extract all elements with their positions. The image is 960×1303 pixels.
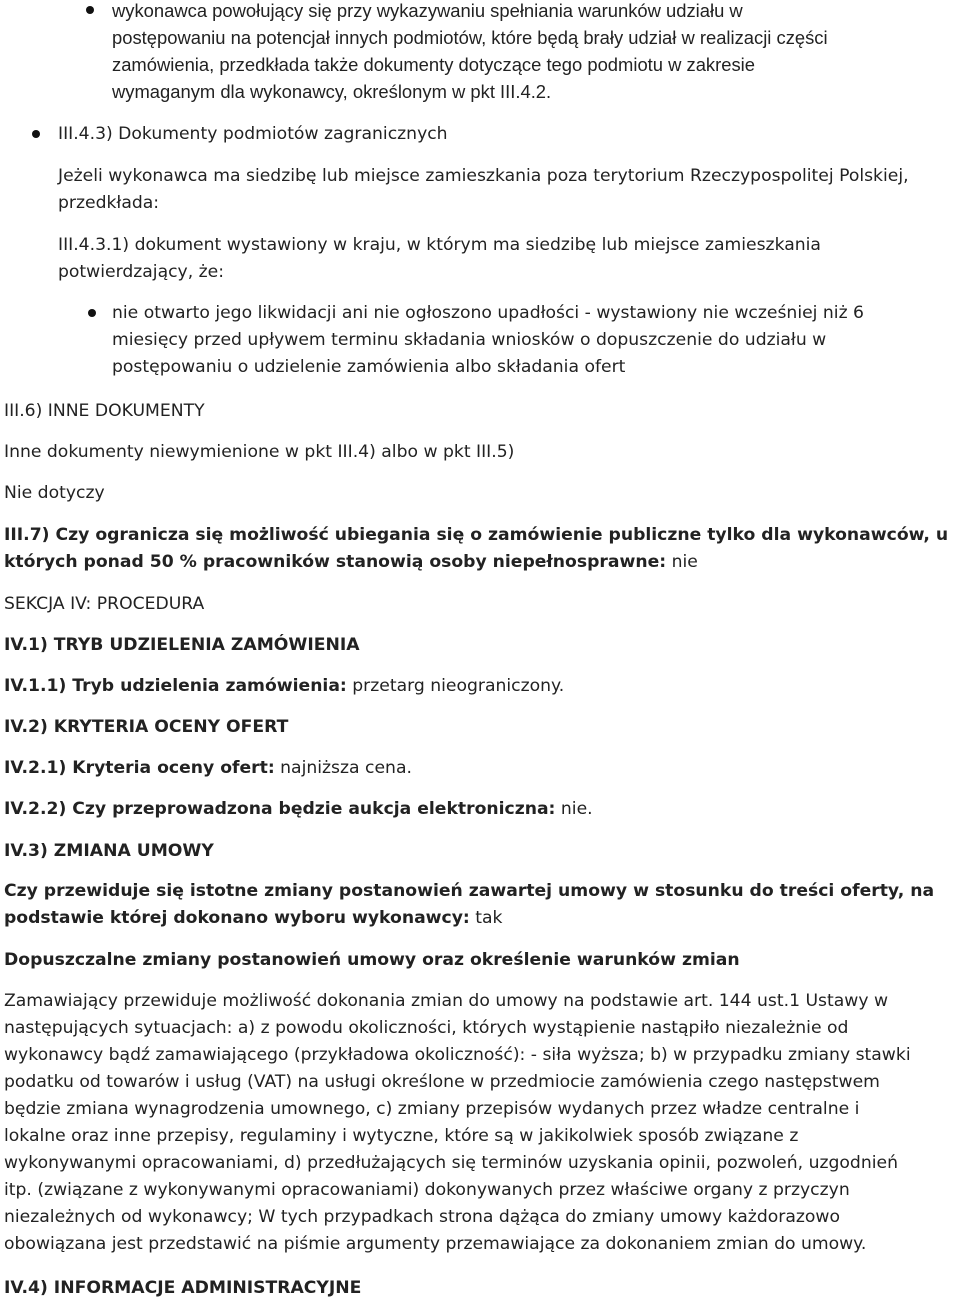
iv3-paragraph-line: itp. (związane z wykonywanymi opracowaniami) dokonywanych przez właściwe organy z przyczyn xyxy=(4,1180,850,1200)
section-36-value: Nie dotyczy xyxy=(4,483,105,503)
section-3431-line2: potwierdzający, że: xyxy=(58,262,225,282)
iv3-question-text-2: podstawie której dokonano wyboru wykonawcy: xyxy=(4,908,470,928)
iv11-label: IV.1.1) Tryb udzielenia zamówienia: xyxy=(4,676,347,696)
iv22-label: IV.2.2) Czy przeprowadzona będzie aukcja elektroniczna: xyxy=(4,799,556,819)
section-37-question-text: III.7) Czy ogranicza się możliwość ubiegania się o zamówienie publiczne tylko dla wykonawców, u xyxy=(4,525,949,545)
bullet-icon xyxy=(88,309,96,317)
iv3-paragraph-line: Zamawiający przewiduje możliwość dokonania zmian do umowy na podstawie art. 144 ust.1 Ustawy w xyxy=(4,991,889,1011)
iv3-paragraph-line: wykonawcy bądź zamawiającego (przykładowa okoliczność): - siła wyższa; b) w przypadku zmiany stawki xyxy=(4,1045,911,1065)
iv3-sub-heading: Dopuszczalne zmiany postanowień umowy oraz określenie warunków zmian xyxy=(4,950,740,970)
section-343-para1-line2: przedkłada: xyxy=(58,193,160,213)
section-37-question-text-2: których ponad 50 % pracowników stanowią osoby niepełnosprawne: xyxy=(4,552,667,572)
iv11-line xyxy=(4,673,564,700)
intro-line-4: wymaganym dla wykonawcy, określonym w pkt III.4.2. xyxy=(112,81,552,102)
intro-line-1: wykonawca powołujący się przy wykazywaniu spełniania warunków udziału w xyxy=(112,0,743,21)
iv3-heading: IV.3) ZMIANA UMOWY xyxy=(4,841,214,861)
section-4-title: SEKCJA IV: PROCEDURA xyxy=(4,594,205,614)
iv3-paragraph-line: podatku od towarów i usług (VAT) na usługi określone w przedmiocie zamówienia czego następstwem xyxy=(4,1072,880,1092)
iv3-paragraph-line: będzie zmiana wynagrodzenia umownego, c) zmiany przepisów wydanych przez władze centralne i xyxy=(4,1099,860,1119)
intro-line-3: zamówienia, przedkłada także dokumenty dotyczące tego podmiotu w zakresie xyxy=(112,54,755,75)
section-37-question-line2 xyxy=(4,549,698,576)
iv3-paragraph-line: obowiązana jest przedstawić na piśmie argumenty przemawiające za dokonaniem zmian do umowy. xyxy=(4,1234,867,1254)
iv3-question-line1 xyxy=(4,878,934,905)
iv3-question-text: Czy przewiduje się istotne zmiany postanowień zawartej umowy w stosunku do treści oferty, na xyxy=(4,881,935,901)
iv21-line xyxy=(4,755,412,782)
bullet-icon xyxy=(86,6,94,14)
sub-bullet-line-1: nie otwarto jego likwidacji ani nie ogłoszono upadłości - wystawiony nie wcześniej niż 6 xyxy=(112,303,864,323)
bullet-icon xyxy=(32,130,40,138)
section-343-para1-line1: Jeżeli wykonawca ma siedzibę lub miejsce zamieszkania poza terytorium Rzeczypospolitej Polskiej, xyxy=(58,166,909,186)
iv3-answer: tak xyxy=(469,908,503,928)
iv21-value: najniższa cena. xyxy=(274,758,412,778)
iv11-value: przetarg nieograniczony. xyxy=(346,676,565,696)
iv1-heading: IV.1) TRYB UDZIELENIA ZAMÓWIENIA xyxy=(4,635,360,655)
iv2-heading: IV.2) KRYTERIA OCENY OFERT xyxy=(4,717,289,737)
iv3-question-line2 xyxy=(4,905,503,932)
section-343-heading: III.4.3) Dokumenty podmiotów zagranicznych xyxy=(58,124,448,144)
sub-bullet-line-2: miesięcy przed upływem terminu składania wniosków o dopuszczenie do udziału w xyxy=(112,330,827,350)
intro-line-2: postępowaniu na potencjał innych podmiotów, które będą brały udział w realizacji części xyxy=(112,27,828,48)
sub-bullet-line-3: postępowaniu o udzielenie zamówienia albo składania ofert xyxy=(112,357,626,377)
section-37-answer: nie xyxy=(666,552,698,572)
iv22-line xyxy=(4,796,593,823)
section-37-question-line1 xyxy=(4,522,948,549)
iv21-label: IV.2.1) Kryteria oceny ofert: xyxy=(4,758,275,778)
iv3-paragraph-line: wykonywanymi opracowaniami, d) przedłużających się terminów uzyskania opinii, pozwoleń, uzgodnień xyxy=(4,1153,898,1173)
iv4-heading: IV.4) INFORMACJE ADMINISTRACYJNE xyxy=(4,1278,362,1298)
section-36-line: Inne dokumenty niewymienione w pkt III.4) albo w pkt III.5) xyxy=(4,442,515,462)
iv3-paragraph-line: lokalne oraz inne przepisy, regulaminy i wytyczne, które są w jakikolwiek sposób związane z xyxy=(4,1126,799,1146)
section-36-heading: III.6) INNE DOKUMENTY xyxy=(4,401,205,421)
iv22-value: nie. xyxy=(555,799,593,819)
iv3-paragraph-line: niezależnych od wykonawcy; W tych przypadkach strona dążąca do zmiany umowy każdorazowo xyxy=(4,1207,840,1227)
section-3431-line1: III.4.3.1) dokument wystawiony w kraju, w którym ma siedzibę lub miejsce zamieszkania xyxy=(58,235,821,255)
iv3-paragraph-line: następujących sytuacjach: a) z powodu okoliczności, których wystąpienie nastąpiło niezależnie od xyxy=(4,1018,849,1038)
